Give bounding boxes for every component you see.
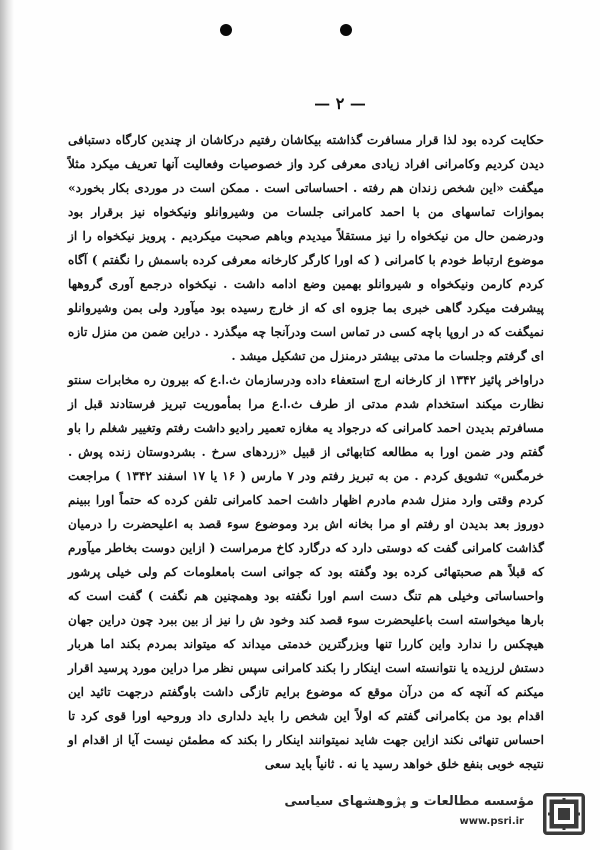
scan-edge-shadow	[0, 0, 14, 850]
punch-hole-right	[340, 24, 352, 36]
paragraph-1: حکایت کرده بود لذا قرار مسافرت گذاشته بیکاشان رفتیم درکاشان از چندین کارگاه دستبافی دیدن کردیم وکامرانی افراد زیادی معرفی کرد واز خصوصیات وفعالیت آنها تعریف میکرد مثلاً میگفت «این شخص زندان هم رفته . احساساتی است . ممکن است در موردی بکار بخورد» بموازات تماسهای من با احمد کامرانی جلسات من وشیروانلو ونیکخواه نیز برقرار بود ودرضمن حال من نیکخواه را نیز مستقلاً میدیدم وباهم صحبت میکردیم . پرویز نیکخواه را از موضوع ارتباط خودم با کامرانی ( که اورا کارگر کارخانه معرفی کرده باسمش را نگفتم ) آگاه کردم کارمن ونیکخواه و شیروانلو بهمین وضع ادامه داشت . نیکخواه درجمع آوری گروهها پیشرفت میکرد گاهی خبری بما جزوه ای که از خارج رسیده بود میآورد ولی بمن وشیروانلو نمیگفت که در اروپا باچه کسی در تماس است ودرآنجا چه میگذرد . دراین ضمن من منزل تازه ای گرفتم وجلسات ما مدتی بیشتر درمنزل من تشکیل میشد .	[68, 133, 544, 363]
institute-url: www.psri.ir	[459, 816, 524, 827]
page-number: — ۲ —	[314, 94, 366, 113]
institute-name: مؤسسه مطالعات و پژوهشهای سیاسی	[284, 794, 534, 809]
document-body	[68, 128, 544, 776]
punch-hole-left	[220, 24, 232, 36]
institute-logo-icon	[542, 792, 586, 836]
footer-watermark	[284, 790, 592, 840]
paragraph-2: دراواخر پائیز ۱۳۴۲ از کارخانه ارج استعفاء داده ودرسازمان ث.ا.ع که بیرون ره مخابرات سنتو نظارت میکند استخدام شدم مدتی از طرف ث.ا.ع مرا بمأموریت تبریز فرستادند قبل از مسافرتم بدیدن احمد کامرانی که درجواد یه مغازه تعمیر رادیو داشت رفتم وتغییر شغلم را باو گفتم ودر ضمن اورا به مطالعه کتابهائی از قبیل «زردهای سرخ . بشردوستان زنده پوش . خرمگس» تشویق کردم . من به تبریز رفتم ودر ۷ مارس ( ۱۶ یا ۱۷ اسفند ۱۳۴۲ ) مراجعت کردم وقتی وارد منزل شدم مادرم اظهار داشت احمد کامرانی تلفن کرده که حتماً اورا ببینم دوروز بعد بدیدن او رفتم او مرا بخانه اش برد وموضوع سوء قصد به اعلیحضرت را درمیان گذاشت کامرانی گفت که دوستی دارد که درگارد کاخ مرمراست ( ازاین دوست بخاطر میآورم که قبلاً هم صحبتهائی کرده بود وگفته بود که جوانی است بامعلومات کم ولی خیلی پرشور واحساساتی وخیلی هم تنگ دست اسم اورا نگفته بود وهمچنین هم نگفت ) گفت است که بارها میخواسته است باعلیحضرت سوء قصد کند وخود ش را نیز از بین ببرد چون دراین جهان هیچکس را ندارد واین کاررا تنها وبزرگترین خدمتی میداند که میتواند بمردم بکند اما هربار دستش لرزیده یا نتوانسته است اینکار را بکند کامرانی سپس نظر مرا دراین مورد پرسید اقرار میکنم که آنچه که من درآن موقع که موضوع برایم تازگی داشت باوگفتم درجهت تائید این اقدام بود من بکامرانی گفتم که اولاً این شخص را باید دلداری داد وروحیه اورا قوی کرد تا احساس تنهائی نکند ازاین جهت شاید نمیتوانند اینکار را بکند که مطمئن نیست آیا از اقدام او نتیجه خوبی بنفع خلق خواهد رسید یا نه . ثانیاً باید سعی	[68, 373, 545, 771]
